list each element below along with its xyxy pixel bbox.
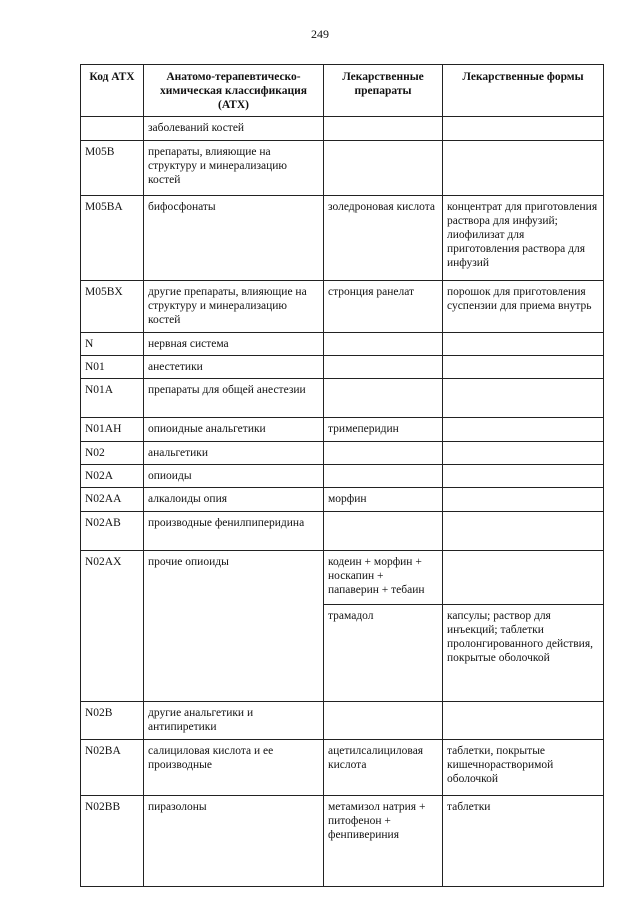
table-row [81, 512, 604, 551]
drug-name [324, 442, 443, 465]
dosage-form [443, 117, 604, 141]
header-code: Код АТХ [81, 65, 144, 117]
table-row [81, 356, 604, 379]
atc-classification: препараты для общей анестезии [144, 379, 324, 418]
table-row [81, 196, 604, 281]
drug-name [324, 333, 443, 356]
dosage-form [443, 379, 604, 418]
dosage-form [443, 442, 604, 465]
atc-classification: алкалоиды опия [144, 488, 324, 512]
header-forms: Лекарственные формы [443, 65, 604, 117]
drug-name: морфин [324, 488, 443, 512]
drug-name: метамизол натрия + питофенон + фенпивериния [324, 796, 443, 887]
atc-classification: анальгетики [144, 442, 324, 465]
atc-classification: другие препараты, влияющие на структуру и минерализацию костей [144, 281, 324, 333]
atc-code: N [81, 333, 144, 356]
atc-code: N02AX [81, 551, 144, 605]
dosage-form [443, 702, 604, 740]
atc-classification: прочие опиоиды [144, 551, 324, 605]
drug-name: трамадол [324, 605, 443, 702]
table-row [81, 740, 604, 796]
dosage-form [443, 418, 604, 442]
atc-code: N02B [81, 702, 144, 740]
table-row [81, 605, 604, 702]
header-drugs: Лекарственные препараты [324, 65, 443, 117]
header-classification: Анатомо-терапевтическо-химическая классификация (АТХ) [144, 65, 324, 117]
dosage-form [443, 333, 604, 356]
table-row [81, 281, 604, 333]
drug-name [324, 512, 443, 551]
page-number: 249 [311, 27, 329, 41]
atc-code [81, 117, 144, 141]
table-row [81, 418, 604, 442]
drug-name [324, 356, 443, 379]
atc-code: M05BA [81, 196, 144, 281]
drug-name: ацетилсалициловая кислота [324, 740, 443, 796]
atc-code: N02A [81, 465, 144, 488]
atc-code: N02BA [81, 740, 144, 796]
table-row [81, 117, 604, 141]
table-row [81, 333, 604, 356]
atc-code: N01 [81, 356, 144, 379]
drug-name: стронция ранелат [324, 281, 443, 333]
atc-classification: бифосфонаты [144, 196, 324, 281]
table-row [81, 141, 604, 196]
dosage-form [443, 465, 604, 488]
atc-code: N01AH [81, 418, 144, 442]
atc-code: M05B [81, 141, 144, 196]
atc-drug-table [80, 64, 604, 887]
dosage-form: капсулы; раствор для инъекций; таблетки пролонгированного действия, покрытые оболочкой [443, 605, 604, 702]
dosage-form: порошок для приготовления суспензии для приема внутрь [443, 281, 604, 333]
table-row [81, 551, 604, 605]
table-row [81, 796, 604, 887]
atc-code: N02AA [81, 488, 144, 512]
dosage-form: концентрат для приготовления раствора для инфузий; лиофилизат для приготовления раствора для инфузий [443, 196, 604, 281]
atc-code [81, 605, 144, 702]
drug-name: кодеин + морфин + носкапин + папаверин + тебаин [324, 551, 443, 605]
atc-code: N01A [81, 379, 144, 418]
atc-classification: заболеваний костей [144, 117, 324, 141]
atc-code: N02AB [81, 512, 144, 551]
atc-code: N02 [81, 442, 144, 465]
atc-code: M05BX [81, 281, 144, 333]
atc-classification: нервная система [144, 333, 324, 356]
atc-classification: опиоиды [144, 465, 324, 488]
dosage-form [443, 488, 604, 512]
atc-classification: опиоидные анальгетики [144, 418, 324, 442]
atc-classification [144, 605, 324, 702]
atc-classification: анестетики [144, 356, 324, 379]
table-row [81, 379, 604, 418]
dosage-form: таблетки, покрытые кишечнорастворимой оболочкой [443, 740, 604, 796]
dosage-form [443, 551, 604, 605]
drug-name: тримеперидин [324, 418, 443, 442]
atc-classification: препараты, влияющие на структуру и минерализацию костей [144, 141, 324, 196]
atc-classification: производные фенилпиперидина [144, 512, 324, 551]
table-row [81, 465, 604, 488]
dosage-form: таблетки [443, 796, 604, 887]
atc-code: N02BB [81, 796, 144, 887]
table-header-row [81, 65, 604, 117]
dosage-form [443, 512, 604, 551]
drug-name [324, 117, 443, 141]
drug-name [324, 702, 443, 740]
atc-classification: другие анальгетики и антипиретики [144, 702, 324, 740]
table-row [81, 702, 604, 740]
drug-name [324, 379, 443, 418]
atc-classification: салициловая кислота и ее производные [144, 740, 324, 796]
drug-name [324, 465, 443, 488]
dosage-form [443, 356, 604, 379]
dosage-form [443, 141, 604, 196]
table-row [81, 442, 604, 465]
drug-name: золедроновая кислота [324, 196, 443, 281]
drug-name [324, 141, 443, 196]
atc-classification: пиразолоны [144, 796, 324, 887]
table-row [81, 488, 604, 512]
